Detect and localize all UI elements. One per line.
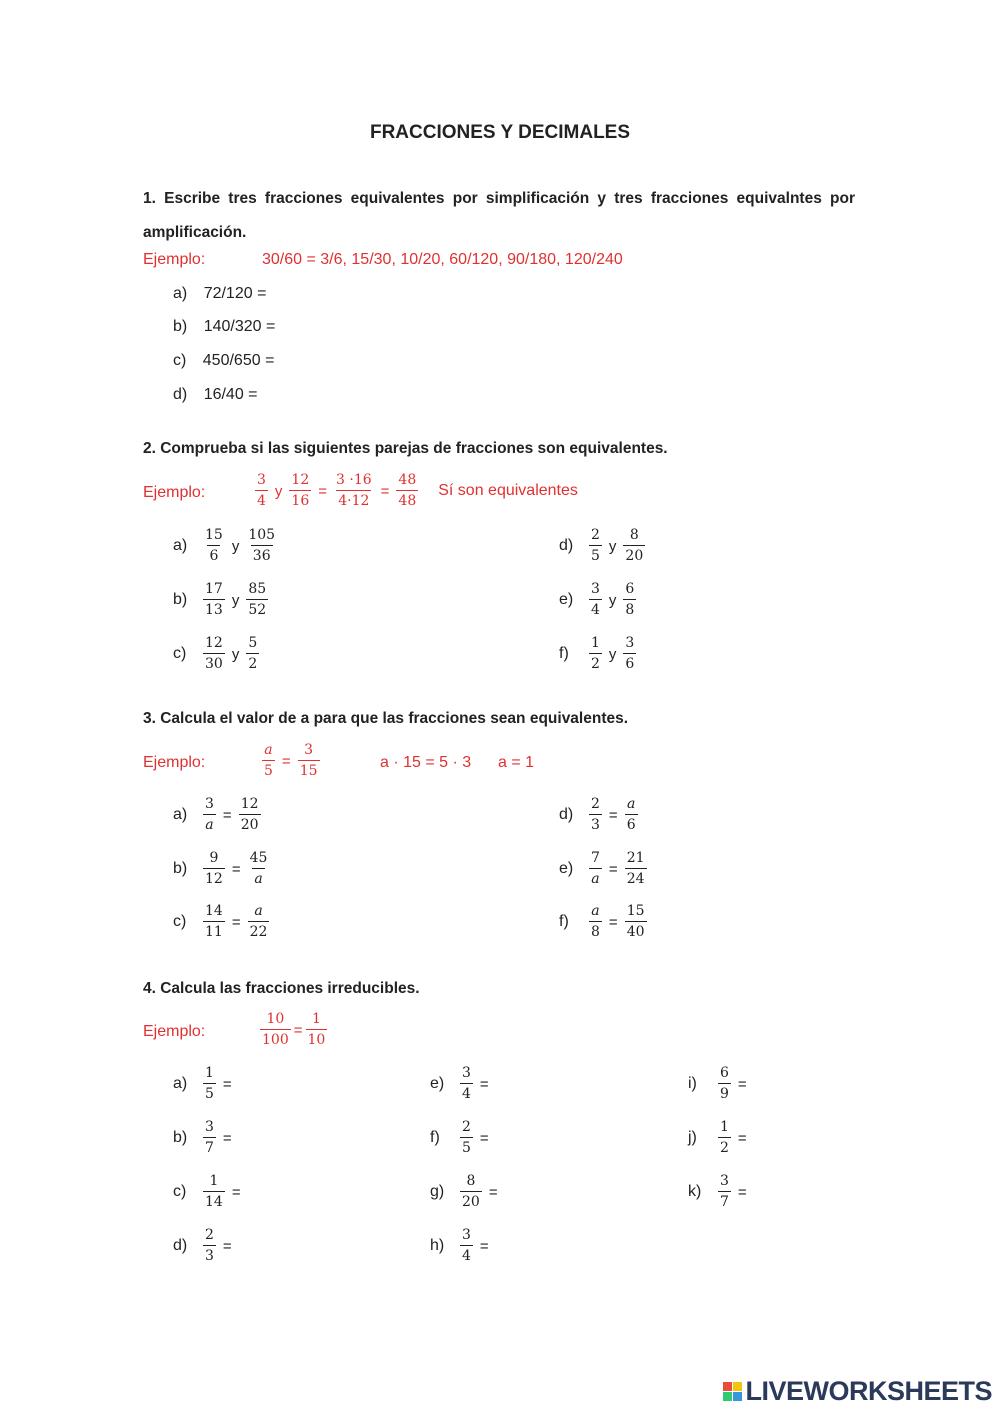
equals-sign: = xyxy=(231,860,241,878)
item-label: h) xyxy=(430,1237,445,1254)
item-label: i) xyxy=(688,1075,697,1092)
q2-item-a xyxy=(173,527,277,565)
fraction: $\frac{85}{52}$ xyxy=(248,581,267,618)
equals-sign: = xyxy=(222,806,232,824)
q3-item-b xyxy=(173,850,269,888)
fraction: $\frac{6}{9}$ xyxy=(720,1065,729,1102)
q4-example-label: Ejemplo: xyxy=(143,1023,206,1040)
equals-sign: = xyxy=(318,482,328,500)
q1-item-b xyxy=(173,318,275,336)
item-label: d) xyxy=(173,386,188,403)
fraction: $\frac{a}{5}$ xyxy=(264,742,273,779)
q4-item-d xyxy=(173,1227,239,1265)
fraction: $\frac{1}{5}$ xyxy=(205,1065,214,1102)
equals-sign: = xyxy=(231,1183,241,1201)
item-label: a) xyxy=(173,537,188,554)
item-label: e) xyxy=(559,591,574,608)
equals-sign: = xyxy=(222,1129,232,1147)
q4-item-j xyxy=(688,1119,754,1157)
q3-example-step2: a = 1 xyxy=(498,754,535,771)
q1-example-text: 30/60 = 3/6, 15/30, 10/20, 60/120, 90/180, 120/240 xyxy=(262,251,623,268)
q4-item-k xyxy=(688,1173,754,1211)
fraction: $\frac{12}{30}$ xyxy=(205,635,223,672)
fraction: $\frac{2}{3}$ xyxy=(591,796,600,833)
fraction: $\frac{3 \cdot 16}{4\cdot 12}$ xyxy=(336,472,372,509)
fraction: $\frac{1}{14}$ xyxy=(205,1173,223,1210)
q4-item-g xyxy=(430,1173,505,1211)
fraction: $\frac{3}{6}$ xyxy=(625,635,635,672)
equals-sign: = xyxy=(479,1075,489,1093)
fraction: $\frac{9}{12}$ xyxy=(205,850,223,887)
q3-item-a xyxy=(173,796,261,834)
item-label: c) xyxy=(173,913,187,930)
fraction: $\frac{7}{a}$ xyxy=(591,850,600,887)
fraction: $\frac{48}{48}$ xyxy=(398,472,417,509)
fraction: $\frac{21}{24}$ xyxy=(626,850,645,887)
q1-item-a xyxy=(173,285,266,303)
fraction: $\frac{3}{4}$ xyxy=(257,472,266,509)
item-label: b) xyxy=(173,860,188,877)
item-text: 72/120 = xyxy=(203,285,267,302)
question-1-heading: 1. Escribe tres fracciones equivalentes por simplificación y tres fracciones equivalntes por amplificación. xyxy=(143,190,855,241)
equals-sign: = xyxy=(281,752,291,770)
equals-sign: = xyxy=(737,1129,747,1147)
and-word: y xyxy=(608,591,617,609)
q2-item-b xyxy=(173,581,268,619)
item-label: d) xyxy=(559,806,574,823)
and-word: y xyxy=(231,591,240,609)
q3-item-f xyxy=(559,903,647,941)
item-text: 140/320 = xyxy=(203,318,276,335)
q3-example-label: Ejemplo: xyxy=(143,754,206,771)
q4-item-h xyxy=(430,1227,496,1265)
item-text: 16/40 = xyxy=(203,386,258,403)
equals-sign: = xyxy=(222,1237,232,1255)
question-2-heading: 2. Comprueba si las siguientes parejas de fracciones son equivalentes. xyxy=(143,440,668,457)
item-label: a) xyxy=(173,1075,188,1092)
fraction: $\frac{6}{8}$ xyxy=(625,581,635,618)
item-label: c) xyxy=(173,645,187,662)
item-label: d) xyxy=(559,537,574,554)
q1-example-label: Ejemplo: xyxy=(143,251,206,268)
q4-item-a xyxy=(173,1065,239,1103)
fraction: $\frac{a}{6}$ xyxy=(626,796,636,833)
equals-sign: = xyxy=(479,1237,489,1255)
item-label: k) xyxy=(688,1183,702,1200)
fraction: $\frac{1}{10}$ xyxy=(307,1011,326,1048)
item-label: e) xyxy=(430,1075,445,1092)
fraction: $\frac{2}{5}$ xyxy=(591,527,600,564)
logo-text: LIVEWORKSHEETS xyxy=(745,1376,992,1406)
q4-item-f xyxy=(430,1119,496,1157)
fraction: $\frac{3}{7}$ xyxy=(205,1119,214,1156)
item-label: f) xyxy=(559,645,569,662)
q2-item-d xyxy=(559,527,645,565)
q3-item-e xyxy=(559,850,647,888)
equals-sign: = xyxy=(608,913,618,931)
equals-sign: = xyxy=(222,1075,232,1093)
q4-item-b xyxy=(173,1119,239,1157)
q1-item-d xyxy=(173,386,258,404)
item-label: b) xyxy=(173,591,188,608)
item-label: g) xyxy=(430,1183,445,1200)
item-label: j) xyxy=(688,1129,697,1146)
liveworksheets-logo xyxy=(723,1376,992,1407)
q4-item-e xyxy=(430,1065,496,1103)
fraction: $\frac{1}{2}$ xyxy=(591,635,600,672)
item-text: 450/650 = xyxy=(202,352,275,369)
fraction: $\frac{1}{2}$ xyxy=(720,1119,729,1156)
fraction: $\frac{3}{a}$ xyxy=(205,796,214,833)
fraction: $\frac{15}{40}$ xyxy=(626,903,645,940)
equals-sign: = xyxy=(608,806,618,824)
equals-sign: = xyxy=(479,1129,489,1147)
item-label: a) xyxy=(173,806,188,823)
equals-sign: = xyxy=(737,1183,747,1201)
fraction: $\frac{105}{36}$ xyxy=(248,527,276,564)
fraction: $\frac{3}{15}$ xyxy=(299,742,318,779)
item-label: b) xyxy=(173,318,188,335)
q3-example-step1: a · 15 = 5 · 3 xyxy=(380,754,472,771)
q2-example-expression xyxy=(255,472,578,510)
q3-example-expression xyxy=(262,742,320,780)
equals-sign: = xyxy=(488,1183,498,1201)
equals-sign: = xyxy=(293,1021,303,1039)
fraction: $\frac{3}{4}$ xyxy=(462,1065,471,1102)
fraction: $\frac{8}{20}$ xyxy=(625,527,644,564)
item-label: d) xyxy=(173,1237,188,1254)
q3-item-c xyxy=(173,903,269,941)
q1-item-c xyxy=(173,352,274,370)
fraction: $\frac{10}{100}$ xyxy=(262,1011,289,1048)
logo-mark-icon xyxy=(723,1382,742,1401)
q2-example-result: Sí son equivalentes xyxy=(438,482,578,499)
item-label: e) xyxy=(559,860,574,877)
and-word: y xyxy=(231,645,240,663)
q3-item-d xyxy=(559,796,638,834)
and-word: y xyxy=(231,537,240,555)
equals-sign: = xyxy=(231,913,241,931)
question-3-heading: 3. Calcula el valor de a para que las fracciones sean equivalentes. xyxy=(143,710,629,727)
q4-item-i xyxy=(688,1065,754,1103)
q4-item-c xyxy=(173,1173,248,1211)
q2-item-f xyxy=(559,635,636,673)
q2-item-c xyxy=(173,635,259,673)
fraction: $\frac{8}{20}$ xyxy=(462,1173,480,1210)
and-word: y xyxy=(608,645,617,663)
item-label: c) xyxy=(173,352,187,369)
fraction: $\frac{a}{8}$ xyxy=(591,903,600,940)
q4-example-expression xyxy=(260,1011,327,1049)
and-word: y xyxy=(274,482,283,500)
equals-sign: = xyxy=(737,1075,747,1093)
fraction: $\frac{2}{3}$ xyxy=(205,1227,214,1264)
and-word: y xyxy=(608,537,617,555)
fraction: $\frac{3}{4}$ xyxy=(462,1227,471,1264)
fraction: $\frac{a}{22}$ xyxy=(249,903,268,940)
item-label: b) xyxy=(173,1129,188,1146)
fraction: $\frac{2}{5}$ xyxy=(462,1119,471,1156)
equals-sign: = xyxy=(380,482,390,500)
equals-sign: = xyxy=(608,860,618,878)
fraction: $\frac{5}{2}$ xyxy=(248,635,258,672)
item-label: f) xyxy=(559,913,569,930)
item-label: c) xyxy=(173,1183,187,1200)
q2-item-e xyxy=(559,581,636,619)
fraction: $\frac{14}{11}$ xyxy=(205,903,223,940)
item-label: a) xyxy=(173,285,188,302)
fraction: $\frac{12}{16}$ xyxy=(291,472,310,509)
fraction: $\frac{45}{a}$ xyxy=(249,850,268,887)
question-4-heading: 4. Calcula las fracciones irreducibles. xyxy=(143,980,420,997)
fraction: $\frac{15}{6}$ xyxy=(205,527,223,564)
fraction: $\frac{3}{7}$ xyxy=(720,1173,729,1210)
fraction: $\frac{17}{13}$ xyxy=(205,581,223,618)
page-title: FRACCIONES Y DECIMALES xyxy=(369,122,631,143)
fraction: $\frac{3}{4}$ xyxy=(591,581,600,618)
fraction: $\frac{12}{20}$ xyxy=(240,796,259,833)
item-label: f) xyxy=(430,1129,440,1146)
q2-example-label: Ejemplo: xyxy=(143,484,206,501)
